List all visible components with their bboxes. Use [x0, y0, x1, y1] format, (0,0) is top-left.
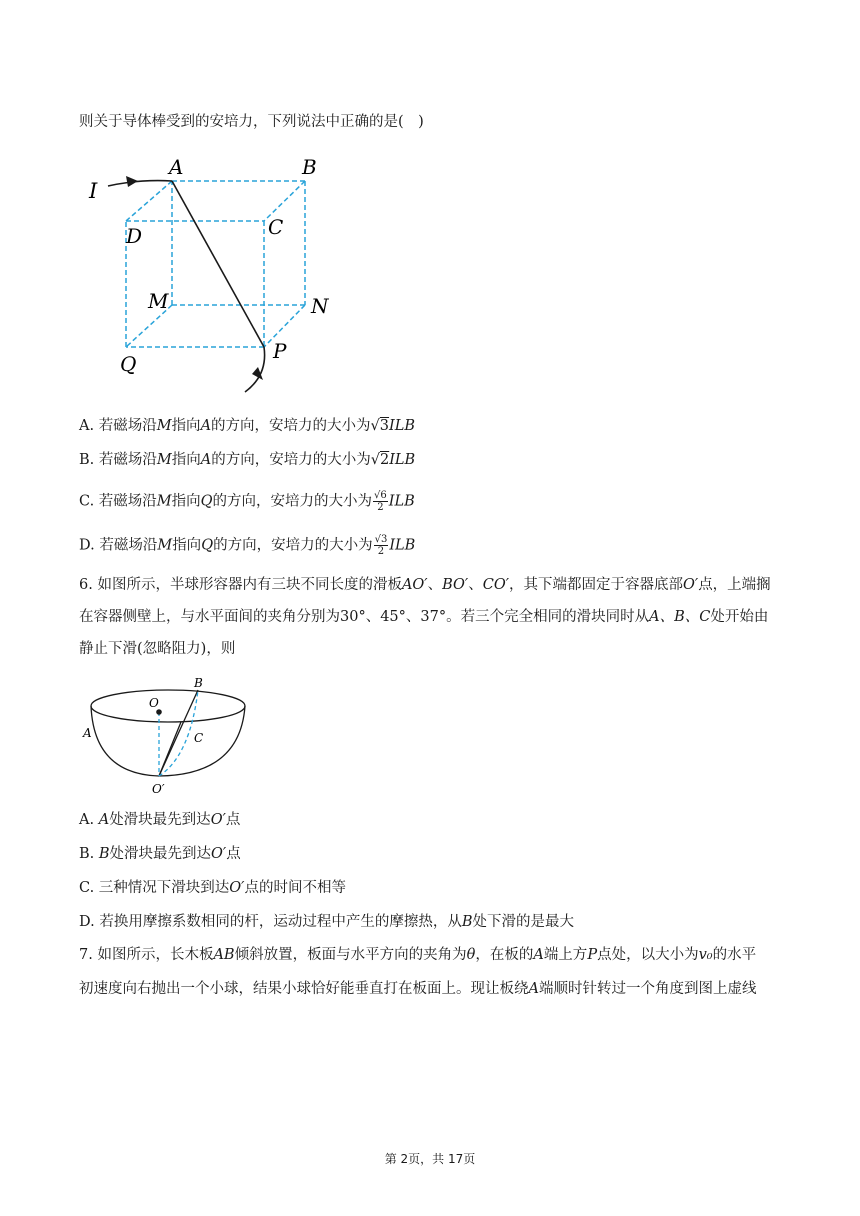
text: ，在板的: [475, 947, 534, 963]
label-C: C: [194, 731, 204, 745]
page-footer: 第 2页，共 17页: [384, 1152, 476, 1166]
text: D. 若换用摩擦系数相同的杆，运动过程中产生的摩擦热，从: [79, 914, 462, 930]
center-point: [156, 709, 162, 715]
var: M: [156, 493, 172, 510]
hemisphere-figure: [80, 676, 255, 800]
numerator: √3: [374, 534, 388, 545]
text: 端上方: [543, 947, 588, 963]
option-text: B. 若磁场沿: [79, 452, 157, 468]
var: θ: [466, 947, 476, 963]
option-text: 的方向，安培力的大小为: [211, 418, 371, 434]
q5-option-d[interactable]: [79, 534, 415, 557]
q6-option-b[interactable]: [79, 844, 241, 864]
text: 端顺时针转过一个角度到图上虚线: [538, 981, 757, 997]
label-N: N: [311, 294, 329, 318]
var: CO′: [482, 577, 509, 593]
fraction: [374, 534, 389, 557]
text: 倾斜放置，板面与水平方向的夹角为: [234, 947, 467, 963]
var: v₀: [698, 947, 713, 963]
formula: ILB: [388, 493, 415, 510]
var: O′: [211, 846, 227, 862]
option-text: 指向: [171, 418, 201, 434]
var: M: [156, 452, 172, 468]
q5-option-b[interactable]: B. 若磁场沿M指向A的方向，安培力的大小为√2ILB: [79, 452, 416, 468]
var: A: [528, 981, 539, 997]
numerator: √6: [374, 490, 387, 501]
option-text: A. 若磁场沿: [79, 418, 157, 434]
option-text: 指向: [172, 537, 202, 554]
q7-line-2: [79, 979, 756, 999]
denominator: 2: [377, 546, 385, 557]
q6-option-d[interactable]: [79, 912, 574, 932]
denominator: 2: [377, 502, 384, 513]
option-text: 指向: [171, 493, 201, 510]
text: 在容器侧壁上，与水平面间的夹角分别为: [79, 609, 340, 625]
var: A、B、C: [649, 609, 711, 625]
text: 。若三个完全相同的滑块同时从: [446, 609, 650, 625]
option-text: 的方向，安培力的大小为: [212, 493, 373, 510]
q7-line-1: [79, 945, 756, 965]
radicand: 2: [379, 452, 390, 468]
var: BO′: [442, 577, 469, 593]
q6-line-3: 静止下滑(忽略阻力)，则: [79, 641, 236, 657]
option-text: C. 若磁场沿: [79, 493, 157, 510]
text: 点: [225, 812, 241, 828]
q6-option-c[interactable]: [79, 878, 346, 898]
option-text: 指向: [171, 452, 201, 468]
text: 点处，以大小为: [597, 947, 699, 963]
q5-option-c[interactable]: [79, 490, 415, 513]
label-M: M: [148, 289, 169, 313]
text: 的水平: [712, 947, 757, 963]
var: O′: [229, 880, 245, 896]
q5-option-a[interactable]: A. 若磁场沿M指向A的方向，安培力的大小为√3ILB: [79, 418, 416, 434]
q6-line-1: [79, 575, 771, 595]
question-intro: 则关于导体棒受到的安培力，下列说法中正确的是( ): [79, 114, 424, 130]
var: O′: [683, 577, 699, 593]
text: 、: [427, 577, 443, 593]
formula: ILB: [389, 452, 416, 468]
var: O′: [210, 812, 226, 828]
text: B.: [79, 846, 99, 862]
text: 处滑块最先到达: [109, 812, 211, 828]
option-text: 的方向，安培力的大小为: [211, 452, 371, 468]
text: 6. 如图所示，半球形容器内有三块不同长度的滑板: [79, 577, 402, 593]
formula: ILB: [389, 537, 416, 554]
text: 点，上端搁: [698, 577, 771, 593]
current-arrow-in: [126, 176, 138, 187]
label-A: A: [83, 726, 92, 740]
option-text: D. 若磁场沿: [79, 537, 158, 554]
var: A: [200, 452, 212, 468]
var: AO′: [401, 577, 428, 593]
label-C: C: [268, 215, 284, 239]
q6-option-a[interactable]: [79, 810, 240, 830]
text: 7. 如图所示，长木板: [79, 947, 214, 963]
text: 处下滑的是最大: [472, 914, 574, 930]
label-Q: Q: [120, 352, 137, 376]
var: Q: [201, 537, 214, 554]
formula: ILB: [389, 418, 416, 434]
cube-figure: [80, 150, 340, 400]
label-I: I: [89, 179, 98, 203]
var: M: [157, 537, 173, 554]
text: 处滑块最先到达: [109, 846, 212, 862]
var: A: [200, 418, 212, 434]
var: B: [98, 846, 110, 862]
angles: 30°、45°、37°: [340, 609, 447, 625]
label-O-prime: O′: [152, 782, 165, 796]
label-D: D: [126, 224, 143, 248]
text: 点的时间不相等: [244, 880, 346, 896]
var: Q: [200, 493, 213, 510]
text: A.: [79, 812, 99, 828]
text: 初速度向右抛出一个小球，结果小球恰好能垂直打在板面上。现让板绕: [79, 981, 529, 997]
var: A: [533, 947, 544, 963]
fraction: [373, 490, 388, 513]
text: 、: [468, 577, 483, 593]
var: AB: [213, 947, 235, 963]
text: 点: [226, 846, 241, 862]
label-A: A: [169, 155, 184, 179]
text: 处开始由: [710, 609, 769, 625]
label-B: B: [194, 676, 203, 690]
label-P: P: [273, 339, 287, 363]
var: A: [98, 812, 110, 828]
text: C. 三种情况下滑块到达: [79, 880, 230, 896]
var: B: [461, 914, 473, 930]
var: P: [587, 947, 598, 963]
q6-line-2: [79, 607, 768, 627]
cube-edges: [126, 181, 305, 347]
option-text: 的方向，安培力的大小为: [213, 537, 373, 554]
label-B: B: [302, 155, 317, 179]
var: M: [156, 418, 172, 434]
hemisphere-outline: [91, 690, 245, 776]
radicand: 3: [379, 418, 390, 434]
label-O: O: [149, 696, 159, 710]
text: ，其下端都固定于容器底部: [509, 577, 683, 593]
